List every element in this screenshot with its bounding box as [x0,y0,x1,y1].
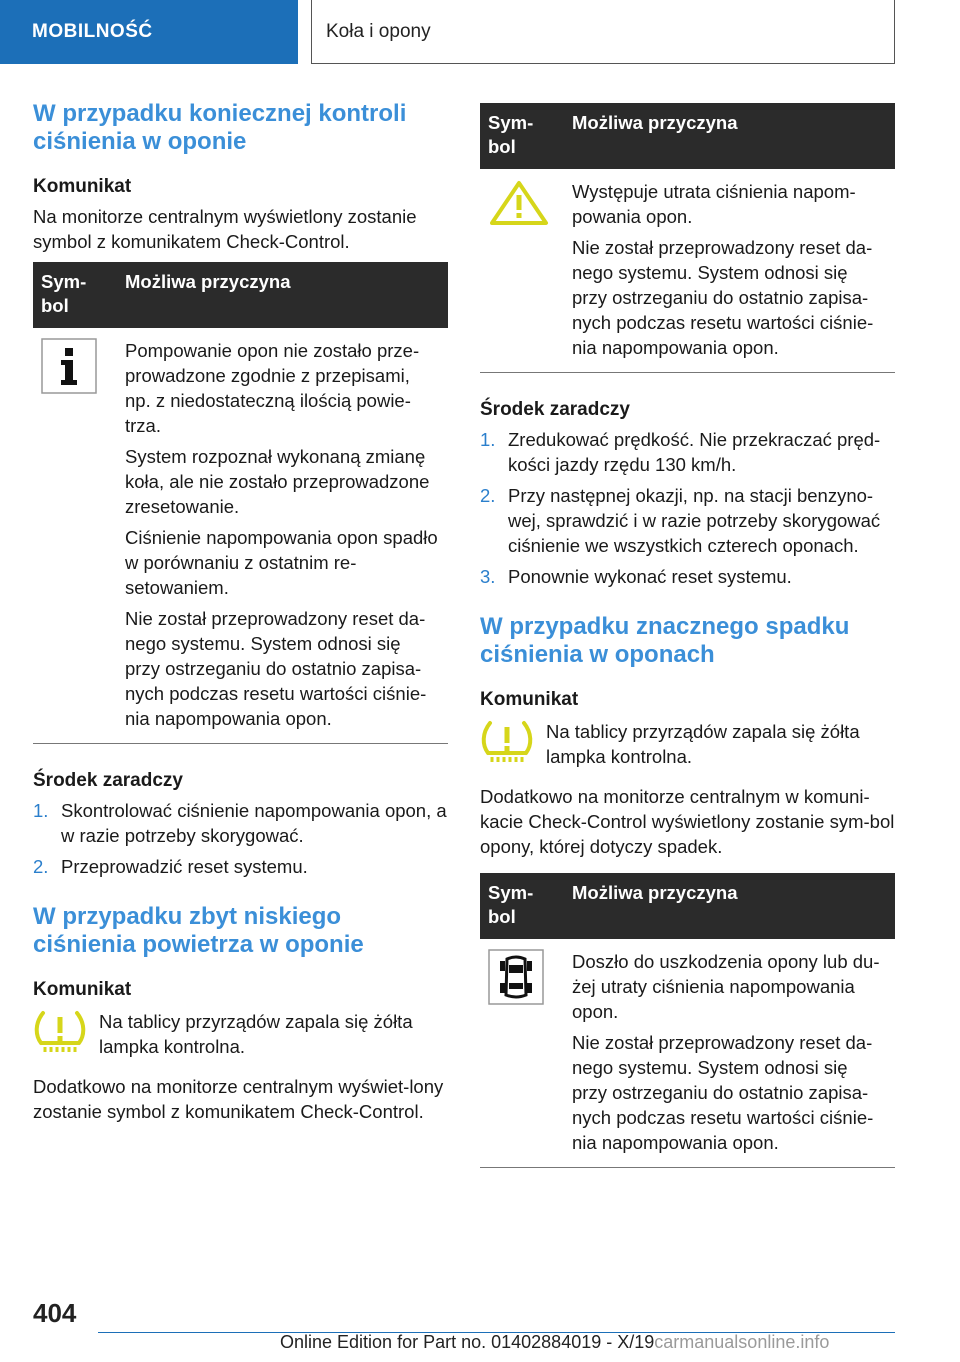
info-icon [41,338,97,394]
remedy-title: Środek zaradczy [480,399,630,420]
cause-text: Występuje utrata ciśnienia napom-powania opon. [572,181,856,227]
cause-text: Nie został przeprowadzony reset da-nego systemu. System odnosi się przy ostrzeganiu do ostatnio zapisa-nych podczas resetu wartości ciśnie-nia napompowania opon. [572,1032,874,1153]
symbol-table [480,103,895,373]
list-item: 1. Zredukować prędkość. Nie przekraczać pręd-kości jazdy rzędu 130 km/h. [480,429,881,475]
tire-pressure-warning-icon [480,719,534,765]
table-header-cause: Możliwa przyczyna [564,873,895,939]
table-header-cause: Możliwa przyczyna [564,103,895,169]
table-header-symbol: Sym-bol [33,262,117,328]
remedy-title: Środek zaradczy [33,770,183,791]
chapter-title: Koła i opony [311,0,895,64]
cause-text: System rozpoznał wykonaną zmianę koła, ale nie zostało przeprowadzone zresetowanie. [125,446,430,517]
list-item: 3. Ponownie wykonać reset systemu. [480,566,792,587]
footer-edition: Online Edition for Part no. 01402884019 - X/19carmanualsonline.info [280,1332,830,1352]
lamp-message [480,719,895,770]
list-item: 2. Przeprowadzić reset systemu. [33,856,308,877]
remedy-list [33,798,448,879]
section-tab: MOBILNOŚĆ [0,0,298,64]
section-heading-check-pressure: W przypadku koniecznej kontroli ciśnienia w oponie [33,100,407,155]
extra-text: Dodatkowo na monitorze centralnym w komuni-kacie Check-Control wyświetlony zostanie sym-bol opony, której dotyczy spadek. [480,786,895,857]
message-title: Komunikat [480,689,579,710]
lamp-message [33,1009,448,1060]
lamp-text: Na tablicy przyrządów zapala się żółta lampka kontrolna. [99,1011,413,1057]
symbol-table [33,262,448,744]
table-row [33,328,448,744]
table-header-symbol: Sym-bol [480,103,564,169]
right-column [480,103,895,1168]
cause-text: Nie został przeprowadzony reset da-nego systemu. System odnosi się przy ostrzeganiu do ostatnio zapisa-nych podczas resetu wartości ciśnie-nia napompowania opon. [125,608,427,729]
page-number: 404 [33,1298,77,1328]
table-header-symbol: Sym-bol [480,873,564,939]
table-row [480,939,895,1168]
watermark: carmanualsonline.info [654,1332,830,1352]
car-tire-damage-icon [488,949,544,1005]
cause-text: Pompowanie opon nie zostało prze-prowadzone zgodnie z przepisami, np. z niedostateczną ilością powie-trza. [125,340,420,436]
list-item: 1. Skontrolować ciśnienie napompowania opon, a w razie potrzeby skorygować. [33,800,447,846]
table-header-cause: Możliwa przyczyna [117,262,448,328]
message-title: Komunikat [33,176,132,197]
extra-text: Dodatkowo na monitorze centralnym wyświet-lony zostanie symbol z komunikatem Check-Control. [33,1076,444,1122]
cause-text: Doszło do uszkodzenia opony lub du-żej utraty ciśnienia napompowania opon. [572,951,880,1022]
warning-triangle-icon [488,179,550,227]
list-item: 2. Przy następnej okazji, np. na stacji benzyno-wej, sprawdzić i w razie potrzeby skorygować ciśnienie we wszystkich czterech oponach. [480,485,881,556]
lamp-text: Na tablicy przyrządów zapala się żółta lampka kontrolna. [546,721,860,767]
table-row [480,169,895,373]
cause-text: Nie został przeprowadzony reset da-nego systemu. System odnosi się przy ostrzeganiu do ostatnio zapisa-nych podczas resetu wartości ciśnie-nia napompowania opon. [572,237,874,358]
section-heading-low-pressure: W przypadku zbyt niskiego ciśnienia powietrza w oponie [33,903,364,958]
tire-pressure-warning-icon [33,1009,87,1055]
cause-text: Ciśnienie napompowania opon spadło w porównaniu z ostatnim re-setowaniem. [125,527,438,598]
section-heading-significant-drop: W przypadku znacznego spadku ciśnienia w oponach [480,613,850,668]
remedy-list [480,427,895,589]
message-title: Komunikat [33,979,132,1000]
symbol-table [480,873,895,1168]
message-text: Na monitorze centralnym wyświetlony zostanie symbol z komunikatem Check-Control. [33,206,417,252]
left-column [33,100,448,1130]
